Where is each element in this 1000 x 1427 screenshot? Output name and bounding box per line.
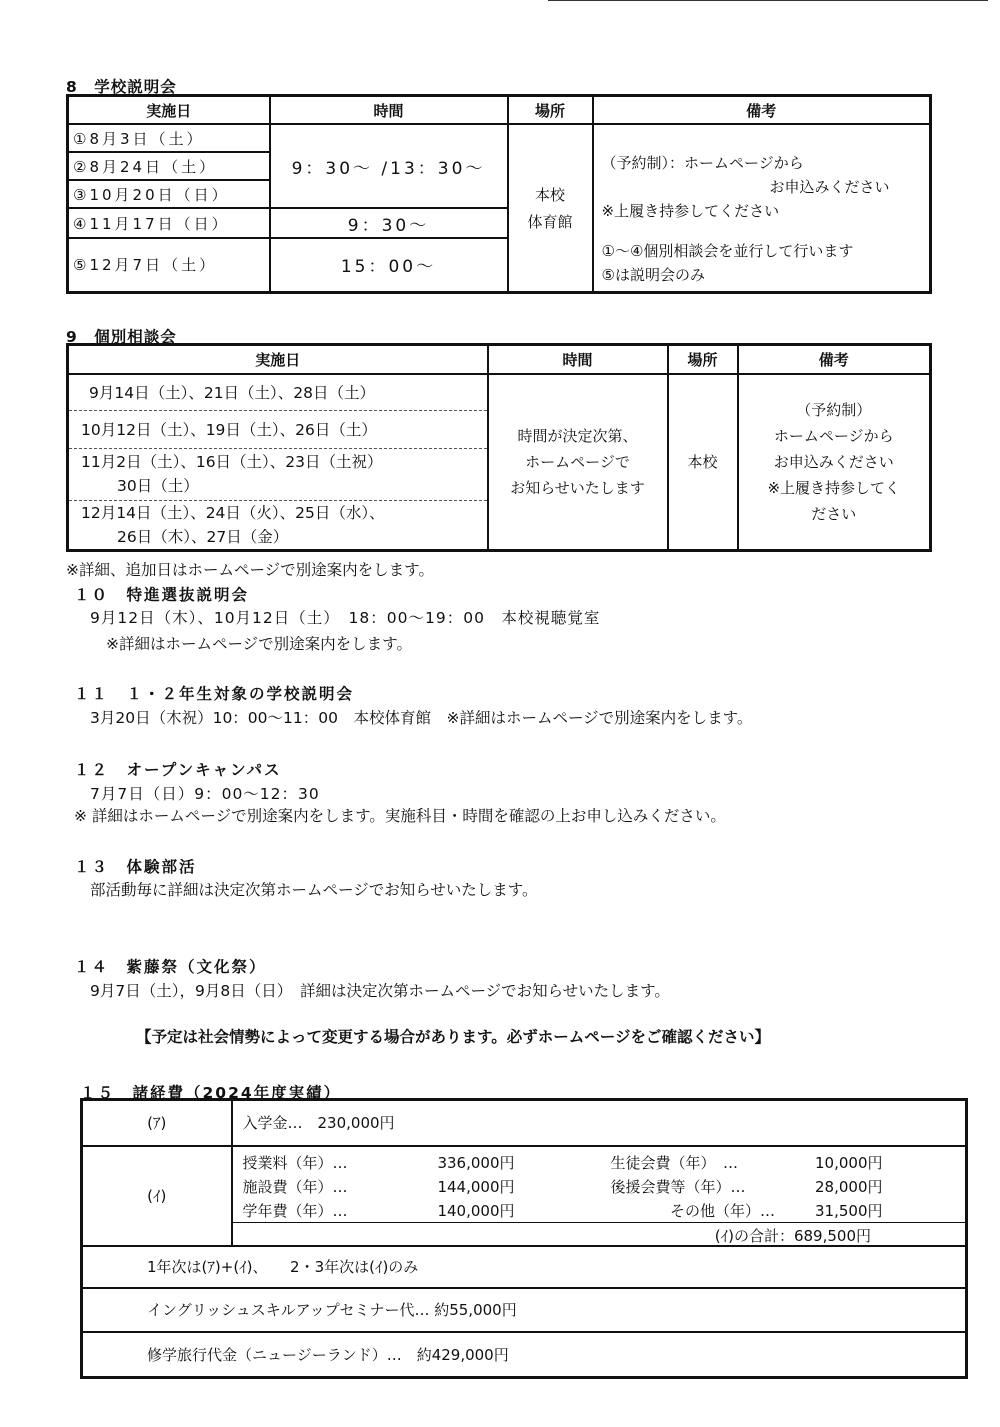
section-13-line-1: 部活動毎に詳細は決定次第ホームページでお知らせいたします。 [90,881,538,899]
total-divider [233,1222,966,1223]
briefing-time: 9：30～ /13：30～ [270,124,508,208]
col-header-place: 場所 [508,96,593,125]
briefing-notes: （予約制）：ホームページから お申込みください ※上履き持参してください ①～④個別相談会を並行して行います ⑤は説明会のみ [593,124,931,292]
section-15-heading: １５ 諸経費（2024年度実績） [80,1084,342,1102]
consultation-dates: 9月14日（土）、21日（土）、28日（土） [68,374,488,410]
fee-item: その他（年）… 31,500円 [669,1201,883,1220]
briefing-time: 15：00～ [270,238,508,292]
school-briefing-table [66,94,932,294]
col-header-notes: 備考 [738,345,931,375]
fee-item: 学年費（年）… 140,000円 [242,1201,515,1220]
fees-right-list [611,1151,883,1223]
consultation-dates: 10月12日（土）、19日（土）、26日（土） [68,410,488,448]
col-header-date: 実施日 [68,345,488,375]
briefing-time: 9：30～ [270,208,508,238]
annual-fees-cell [232,1146,967,1246]
briefing-date: ③10月20日（日） [68,180,270,208]
section-10-line-1: 9月12日（木）、10月12日（土） 18：00～19：00 本校視聴覚室 [90,609,601,627]
school-trip-fee: 修学旅行代金（ニュージーランド）… 約429,000円 [82,1332,967,1378]
section-8-heading: 8 学校説明会 [66,78,177,96]
consultation-dates: 12月14日（土）、24日（火）、25日（水）、 26日（木）、27日（金） [68,500,488,550]
section-10-heading: １０ 特進選抜説明会 [74,586,250,604]
col-header-time: 時間 [270,96,508,125]
section-14-heading: １４ 紫藤祭（文化祭） [74,958,267,976]
col-header-date: 実施日 [68,96,270,125]
briefing-date: ⑤12月7日（土） [68,238,270,292]
section-11-line-1: 3月20日（木祝）10：00～11：00 本校体育館 ※詳細はホームページで別途案内をします。 [90,709,753,727]
fee-item: 後援会費等（年）… 28,000円 [610,1177,883,1196]
expense-label-a: (ｱ) [82,1100,232,1146]
fee-item: 施設費（年）… 144,000円 [242,1177,515,1196]
schedule-change-notice: 【予定は社会情勢によって変更する場合があります。必ずホームページをご確認ください】 [136,1028,770,1046]
briefing-date: ④11月17日（日） [68,208,270,238]
briefing-date: ①8月3日（土） [68,124,270,152]
section-10-line-2: ※詳細はホームページで別途案内をします。 [106,635,412,653]
col-header-notes: 備考 [593,96,931,125]
consultation-dates: 11月2日（土）、16日（土）、23日（土祝） 30日（土） [68,448,488,500]
fee-item: 授業料（年）… 336,000円 [242,1153,515,1172]
section-13-heading: １３ 体験部活 [74,858,197,876]
section-12-line-1: 7月7日（日）9：00～12：30 [90,785,320,803]
consultation-notes: （予約制） ホームページから お申込みください ※上履き持参してく ださい [738,374,931,550]
admission-fee: 入学金… 230,000円 [232,1100,967,1146]
col-header-time: 時間 [488,345,668,375]
expenses-table [80,1098,968,1379]
col-header-place: 場所 [668,345,738,375]
section-12-line-2: ※ 詳細はホームページで別途案内をします。実施科目・時間を確認の上お申し込みください。 [74,807,726,825]
briefing-date: ②8月24日（土） [68,152,270,180]
briefing-place: 本校 体育館 [508,124,593,292]
section-11-heading: １１ １・２年生対象の学校説明会 [74,685,355,703]
fees-left-list [243,1151,515,1223]
seminar-fee: イングリッシュスキルアップセミナー代… 約55,000円 [82,1288,967,1332]
consultation-time: 時間が決定次第、 ホームページで お知らせいたします [488,374,668,550]
consultation-table [66,343,932,552]
consultation-place: 本校 [668,374,738,550]
expense-label-i: (ｲ) [82,1146,232,1246]
payment-note: 1年次は(ｱ)+(ｲ)、 2・3年次は(ｲ)のみ [82,1246,967,1288]
consultation-footnote: ※詳細、追加日はホームページで別途案内をします。 [66,561,434,579]
section-14-line-1: 9月7日（土），9月8日（日） 詳細は決定次第ホームページでお知らせいたします。 [90,982,670,1000]
section-9-heading: 9 個別相談会 [66,328,177,346]
fees-total: (ｲ)の合計：689,500円 [714,1226,871,1245]
top-rule [548,0,988,1]
section-12-heading: １２ オープンキャンパス [74,761,282,779]
fee-item: 生徒会費（年） … 10,000円 [610,1153,883,1172]
